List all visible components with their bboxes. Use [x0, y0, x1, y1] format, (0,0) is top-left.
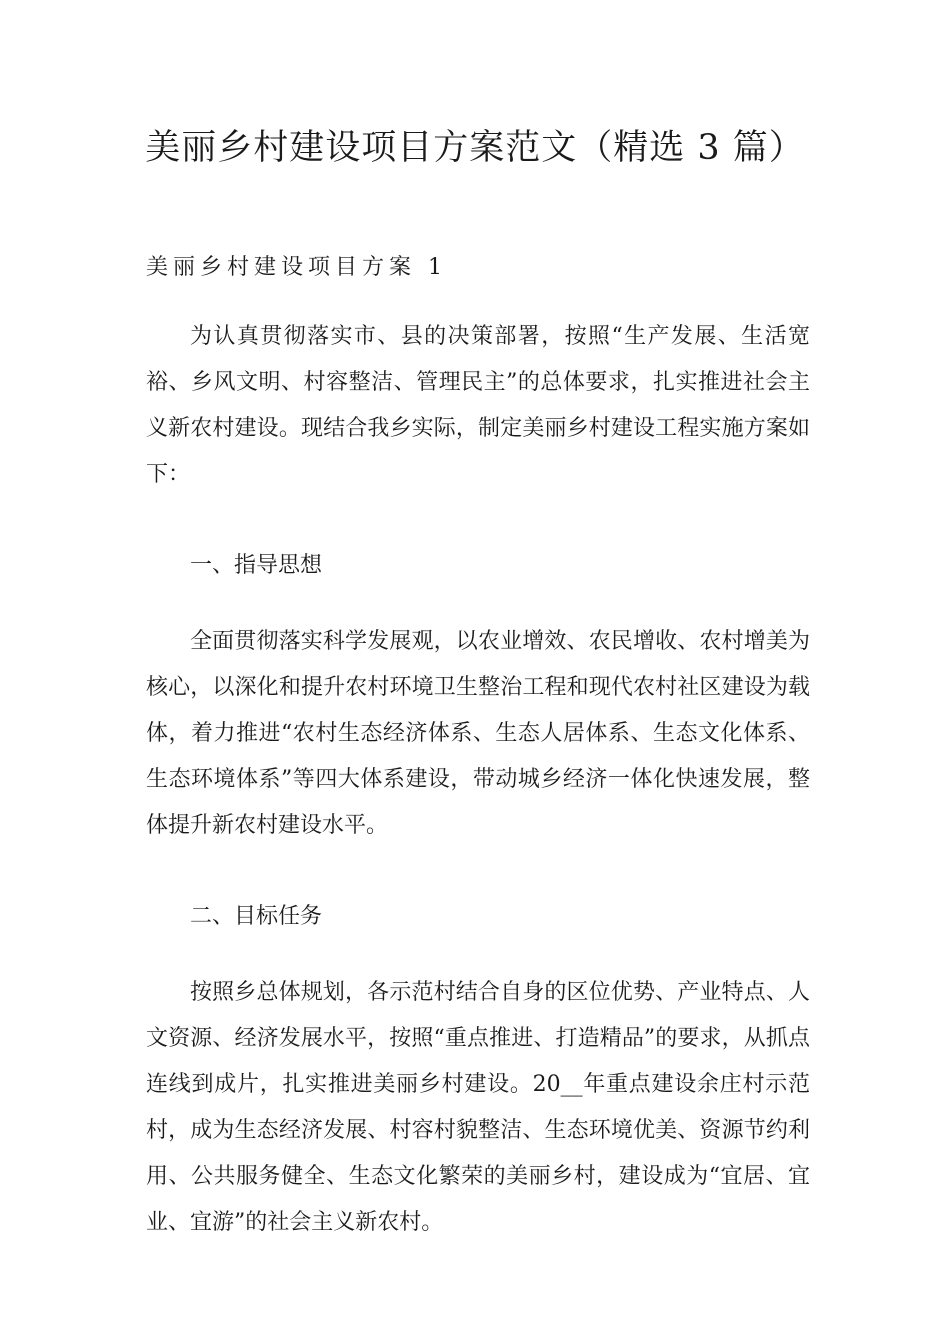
spacer	[146, 498, 810, 543]
document-title: 美丽乡村建设项目方案范文（精选 3 篇）	[145, 128, 805, 168]
document-body	[146, 314, 810, 1246]
paragraph-guiding-ideology: 全面贯彻落实科学发展观，以农业增效、农民增收、农村增美为核心，以深化和提升农村环境卫生整治工程和现代农村社区建设为载体，着力推进“农村生态经济体系、生态人居体系、生态文化体系、生态环境体系”等四大体系建设，带动城乡经济一体化快速发展，整体提升新农村建设水平。	[146, 629, 810, 838]
section-title: 美丽乡村建设项目方案 1	[146, 255, 447, 280]
paragraph-goals-tasks: 按照乡总体规划，各示范村结合自身的区位优势、产业特点、人文资源、经济发展水平，按照“重点推进、打造精品”的要求，从抓点连线到成片，扎实推进美丽乡村建设。20__年重点建设余庄村示范村，成为生态经济发展、村容村貌整洁、生态环境优美、资源节约利用、公共服务健全、生态文化繁荣的美丽乡村，建设成为“宜居、宜业、宜游”的社会主义新农村。	[146, 980, 810, 1235]
spacer	[146, 589, 810, 619]
spacer	[146, 849, 810, 894]
intro-paragraph: 为认真贯彻落实市、县的决策部署，按照“生产发展、生活宽裕、乡风文明、村容整洁、管理民主”的总体要求，扎实推进社会主义新农村建设。现结合我乡实际，制定美丽乡村建设工程实施方案如下：	[146, 324, 810, 487]
heading-guiding-ideology: 一、指导思想	[190, 553, 323, 578]
heading-goals-tasks: 二、目标任务	[190, 904, 323, 929]
spacer	[146, 940, 810, 970]
